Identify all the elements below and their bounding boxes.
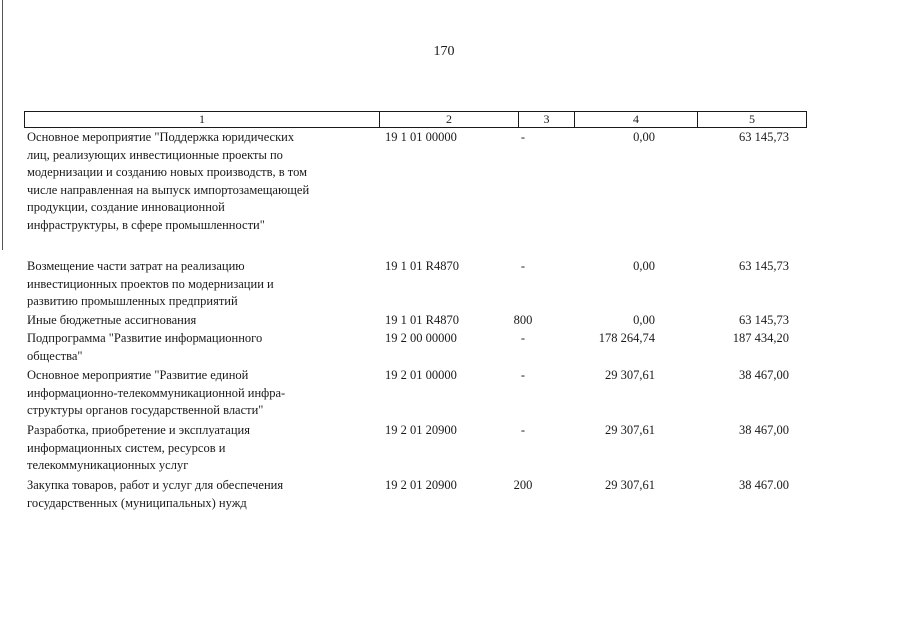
- row-value-col5: 187 434,20: [732, 331, 789, 345]
- row-code: 19 1 01 00000: [385, 130, 457, 144]
- row-value-col4: 0,00: [633, 130, 655, 144]
- row-expense-type: -: [520, 259, 526, 273]
- row-code: 19 2 01 20900: [385, 478, 457, 492]
- table-header-cell-3: 3: [518, 111, 575, 128]
- row-name: Подпрограмма "Развитие информационного общества": [27, 331, 263, 363]
- row-name: Основное мероприятие "Поддержка юридических лиц, реализующих инвестиционные проекты по модернизации и созданию новых производств, в том числе направленная на выпуск импортозамещающей продукции, создание инновационной инфраструктуры, в сфере промышленности": [27, 130, 310, 232]
- row-expense-type: -: [520, 130, 526, 144]
- row-value-col4: 0,00: [633, 313, 655, 327]
- table-header-cell-5: 5: [697, 111, 807, 128]
- row-value-col5: 63 145,73: [739, 130, 789, 144]
- row-expense-type: -: [520, 331, 526, 345]
- row-code: 19 1 01 R4870: [385, 259, 459, 273]
- row-name: Основное мероприятие "Развитие единой информационно-телекоммуникационной инфра- структуры органов государственной власти": [27, 368, 286, 417]
- row-value-col4: 29 307,61: [605, 423, 655, 437]
- row-value-col5: 38 467,00: [739, 423, 789, 437]
- table-header-cell-1: 1: [24, 111, 380, 128]
- row-expense-type: 200: [513, 478, 533, 492]
- page-number: 170: [433, 44, 455, 59]
- row-code: 19 2 00 00000: [385, 331, 457, 345]
- row-value-col5: 63 145,73: [739, 259, 789, 273]
- row-expense-type: -: [520, 423, 526, 437]
- row-name: Иные бюджетные ассигнования: [27, 313, 197, 327]
- row-value-col5: 38 467.00: [739, 478, 789, 492]
- row-value-col4: 29 307,61: [605, 478, 655, 492]
- row-expense-type: 800: [513, 313, 533, 327]
- row-code: 19 2 01 20900: [385, 423, 457, 437]
- table-header-cell-4: 4: [574, 111, 698, 128]
- row-name: Возмещение части затрат на реализацию инвестиционных проектов по модернизации и развитию промышленных предприятий: [27, 259, 274, 308]
- row-code: 19 1 01 R4870: [385, 313, 459, 327]
- row-value-col4: 0,00: [633, 259, 655, 273]
- page-edge-line: [2, 0, 3, 250]
- row-name: Разработка, приобретение и эксплуатация информационных систем, ресурсов и телекоммуникационных услуг: [27, 423, 250, 472]
- row-value-col5: 38 467,00: [739, 368, 789, 382]
- row-expense-type: -: [520, 368, 526, 382]
- table-header: [24, 111, 807, 128]
- row-value-col5: 63 145,73: [739, 313, 789, 327]
- row-name: Закупка товаров, работ и услуг для обеспечения государственных (муниципальных) нужд: [27, 478, 284, 510]
- row-value-col4: 178 264,74: [598, 331, 655, 345]
- row-code: 19 2 01 00000: [385, 368, 457, 382]
- row-value-col4: 29 307,61: [605, 368, 655, 382]
- table-header-cell-2: 2: [379, 111, 519, 128]
